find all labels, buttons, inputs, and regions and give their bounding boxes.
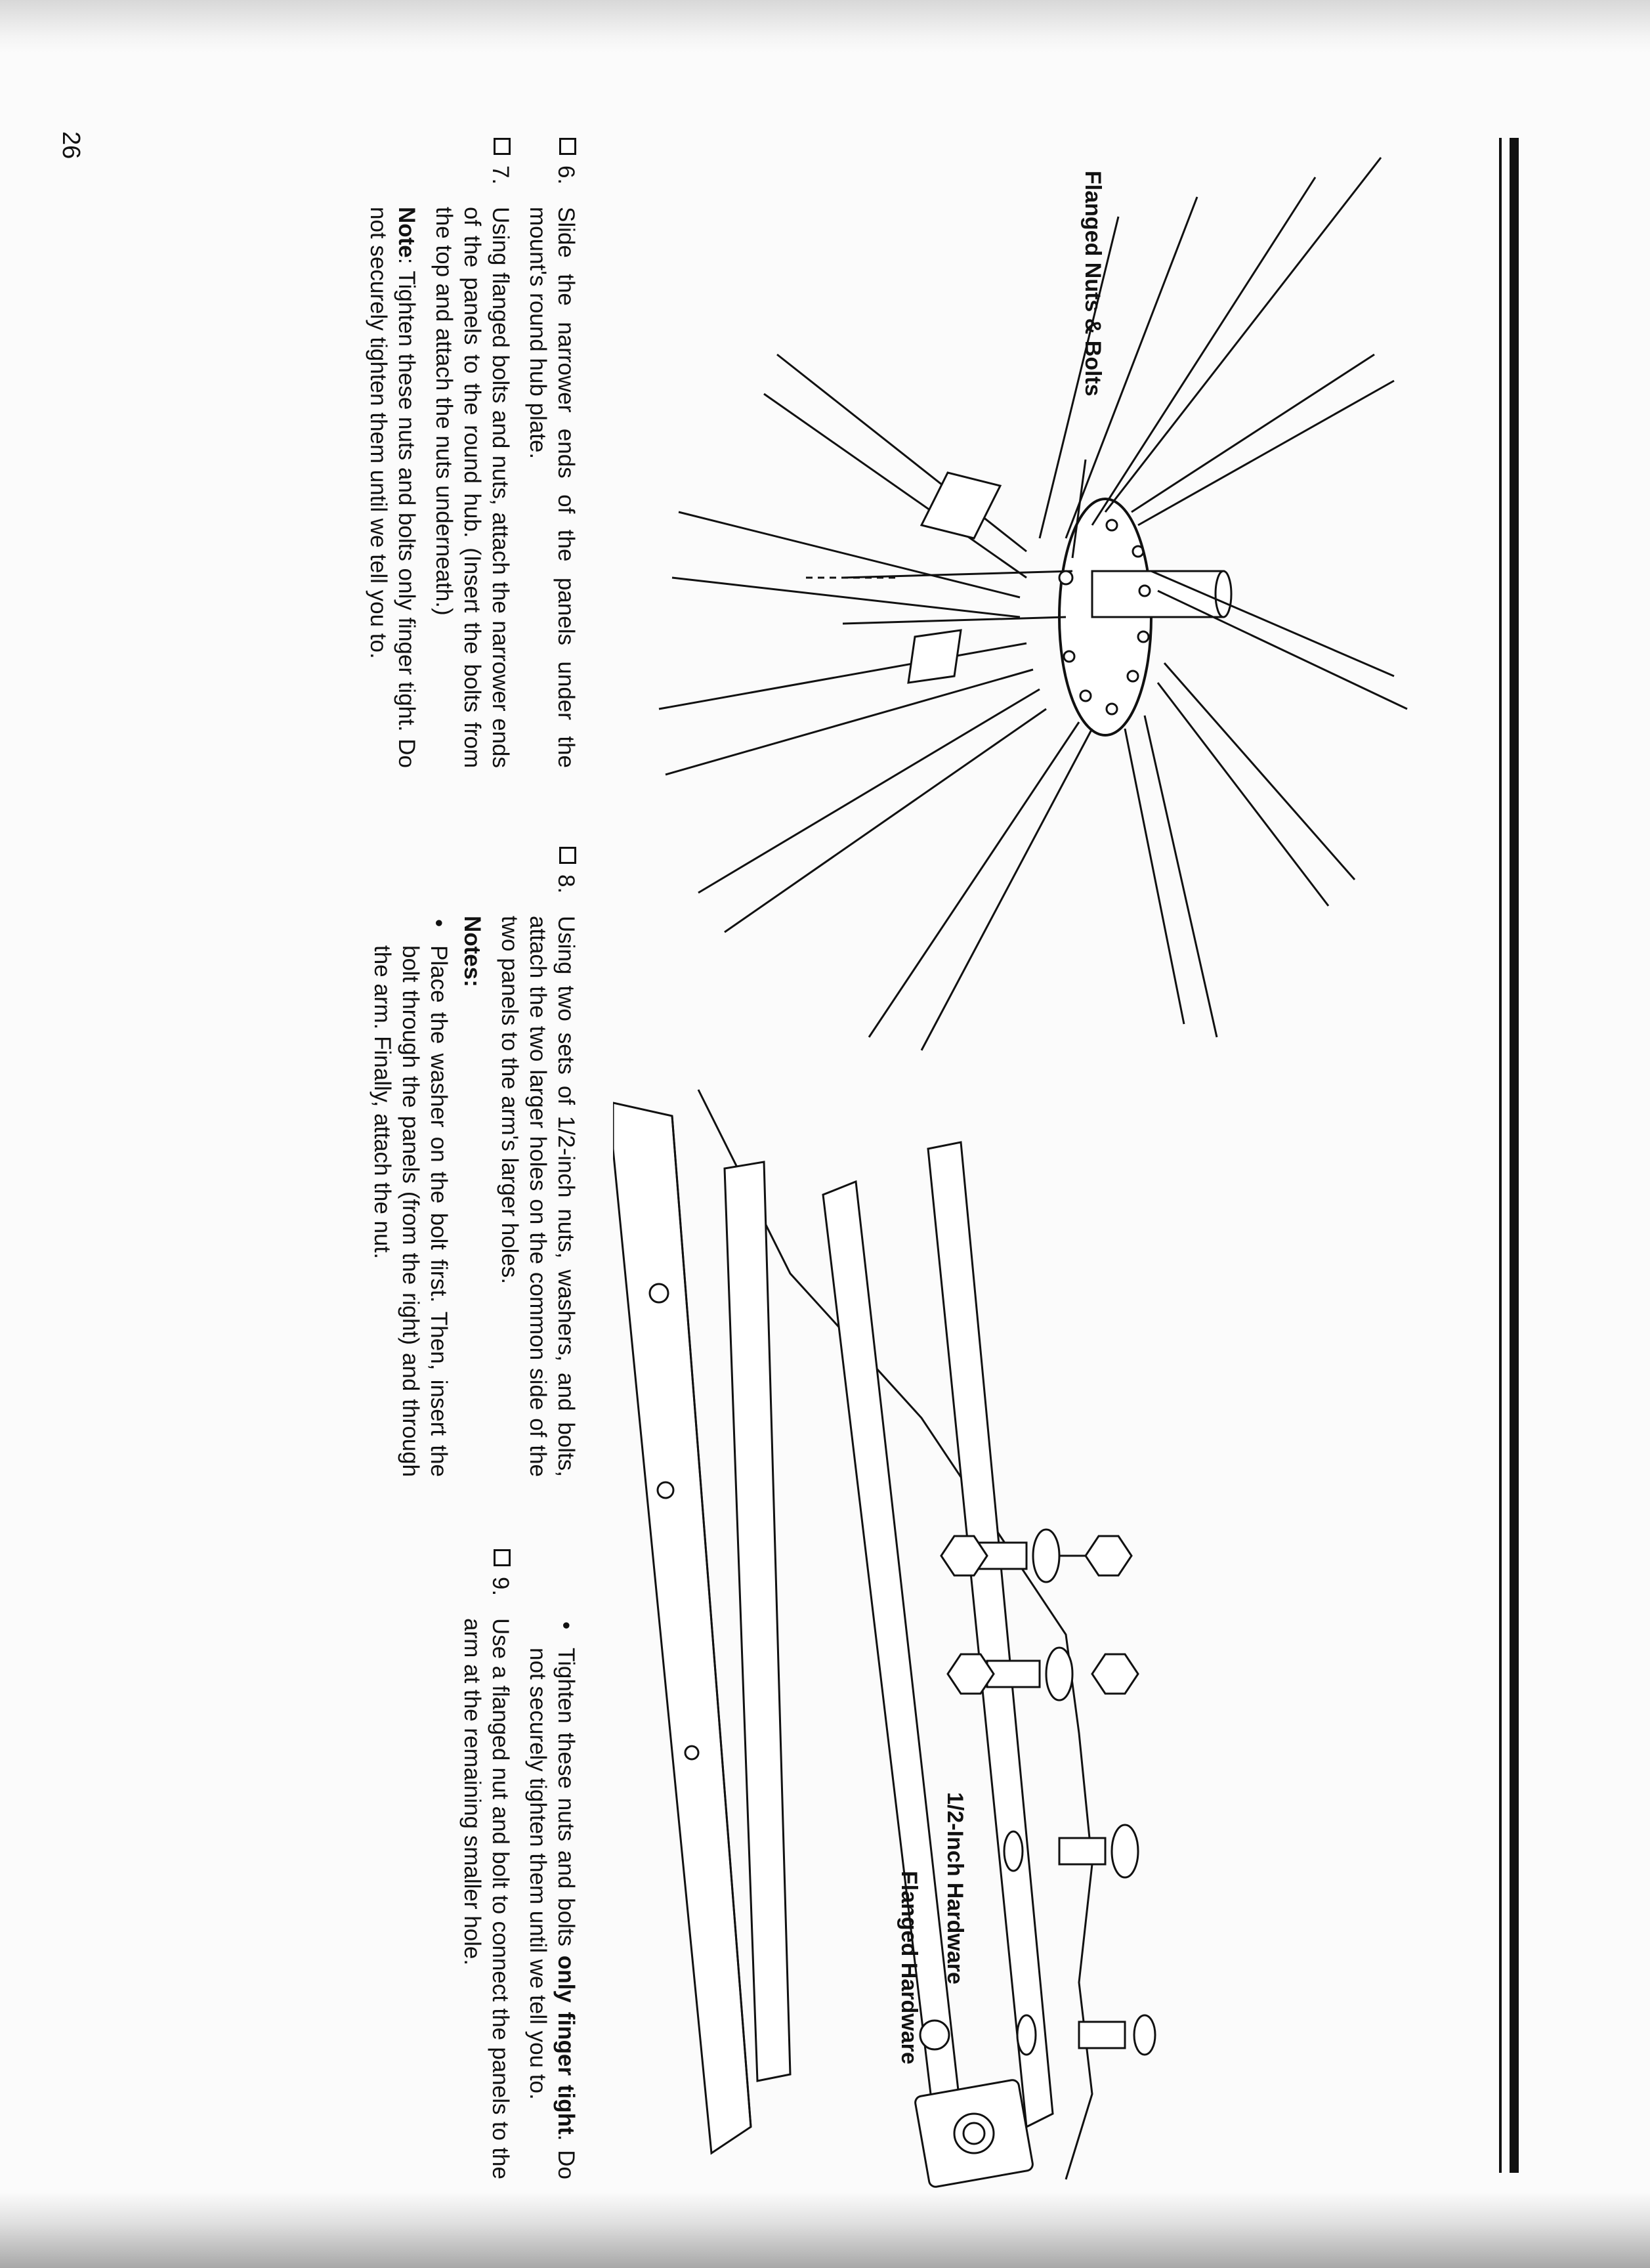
- checkbox-icon[interactable]: [494, 138, 511, 155]
- callout-leader-line: [1059, 460, 1099, 565]
- bullet-washer: • Place the washer on the bolt first. Then, insert the bolt through the panels (from the right) and through the arm. Finally, attach the nut.: [370, 919, 452, 1477]
- note-finger-tight: Note: Tighten these nuts and bolts only finger tight. Do not securely tighten them until we tell you to.: [366, 207, 419, 768]
- step-9: 9. Use a flanged nut and bolt to connect the panels to the arm at the remaining smaller hole.: [458, 1549, 515, 2179]
- callout-flanged-hardware: Flanged Hardware: [897, 1871, 921, 2065]
- header-rule-thin: [1499, 138, 1502, 2173]
- checkbox-icon[interactable]: [559, 138, 576, 155]
- step-7: 7. Using flanged bolts and nuts, attach the narrower ends of the panels to the round hub. (Insert the bolts from the top and attach the nuts underneath.): [430, 138, 515, 768]
- middle-column: [359, 847, 580, 1477]
- step-6: 6. Slide the narrower ends of the panels under the mount's round hub plate.: [524, 138, 580, 768]
- hub-assembly-illustration: [613, 118, 1433, 1070]
- arm-hardware-illustration: [613, 1077, 1433, 2193]
- checkbox-icon[interactable]: [494, 1549, 511, 1566]
- step-8: 8. Using two sets of 1/2-inch nuts, washers, and bolts, attach the two larger holes on the common side of the two panels to the arm's larger holes.: [496, 847, 580, 1477]
- left-column: [358, 138, 580, 768]
- checkbox-icon[interactable]: [559, 847, 576, 864]
- bullet-finger-tight: • Tighten these nuts and bolts only finger tight. Do not securely tighten them until we tell you to.: [525, 1621, 579, 2179]
- header-rule: [1510, 138, 1519, 2173]
- callout-half-inch-hardware: 1/2-Inch Hardware: [942, 1792, 967, 1984]
- page-number: 26: [57, 131, 85, 160]
- notes-heading: Notes:: [459, 916, 485, 987]
- callout-flanged-nuts-bolts: Flanged Nuts & Bolts: [1080, 171, 1105, 396]
- right-column: [449, 1549, 580, 2179]
